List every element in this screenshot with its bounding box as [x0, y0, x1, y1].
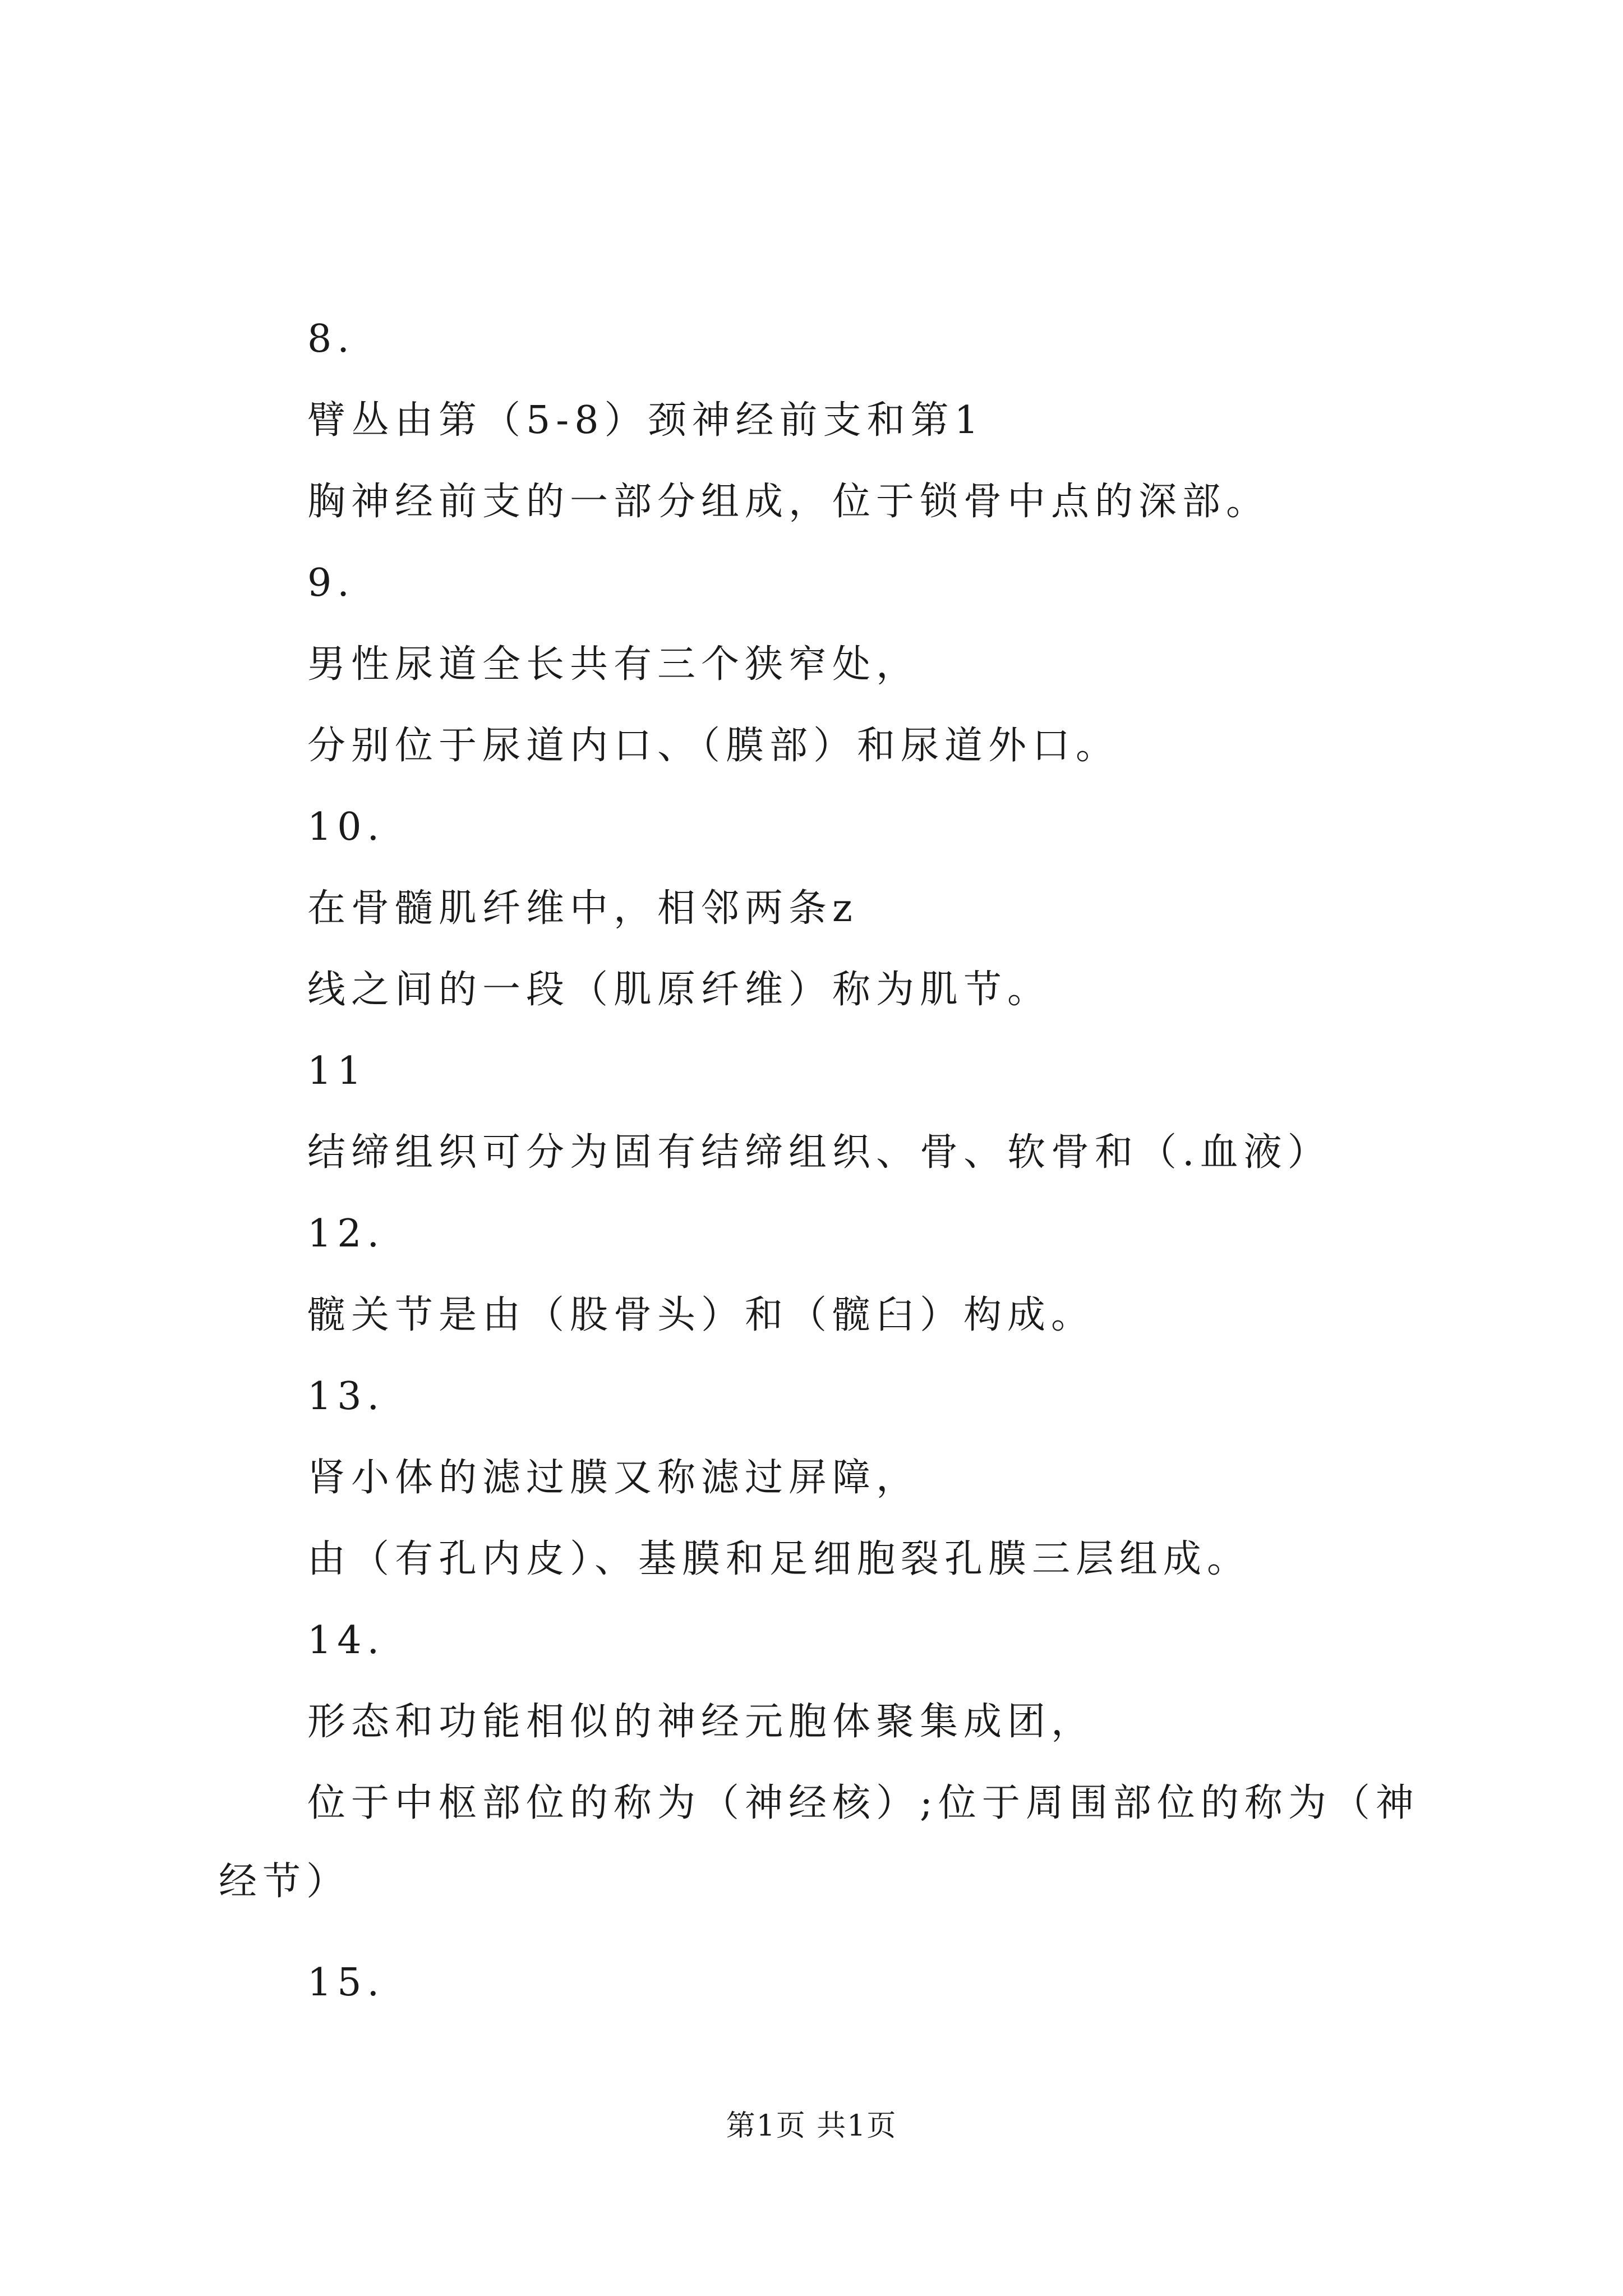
item-number-14: 14. — [307, 1618, 385, 1663]
item-number-9: 9. — [307, 561, 355, 605]
text-line: 线之间的一段（肌原纤维）称为肌节。 — [307, 968, 1052, 1012]
text-line: 在骨髓肌纤维中，相邻两条z — [307, 886, 858, 931]
text-line: 由（有孔内皮）、基膜和足细胞裂孔膜三层组成。 — [307, 1537, 1251, 1581]
text-line: 胸神经前支的一部分组成，位于锁骨中点的深部。 — [307, 480, 1270, 524]
text-line: 髋关节是由（股骨头）和（髋臼）构成。 — [307, 1293, 1095, 1337]
text-line: 男性尿道全长共有三个狭窄处， — [307, 642, 920, 687]
text-line: 形态和功能相似的神经元胞体聚集成团， — [307, 1700, 1095, 1744]
text-line: 位于中枢部位的称为（神经核）;位于周围部位的称为（神 — [307, 1781, 1419, 1825]
text-line: 结缔组织可分为固有结缔组织、骨、软骨和（.血液） — [307, 1130, 1331, 1175]
item-number-11: 11 — [307, 1049, 367, 1093]
item-number-13: 13. — [307, 1374, 385, 1419]
item-number-12: 12. — [307, 1212, 385, 1256]
item-number-8: 8. — [307, 317, 355, 361]
item-number-15: 15. — [307, 1961, 385, 2005]
text-line: 臂丛由第（5-8）颈神经前支和第1 — [307, 398, 984, 443]
item-number-10: 10. — [307, 805, 385, 849]
text-line: 肾小体的滤过膜又称滤过屏障， — [307, 1456, 920, 1500]
page-footer: 第1页 共1页 — [726, 2109, 897, 2143]
text-line-continuation: 经节） — [219, 1860, 351, 1904]
text-line: 分别位于尿道内口、（膜部）和尿道外口。 — [307, 724, 1120, 768]
